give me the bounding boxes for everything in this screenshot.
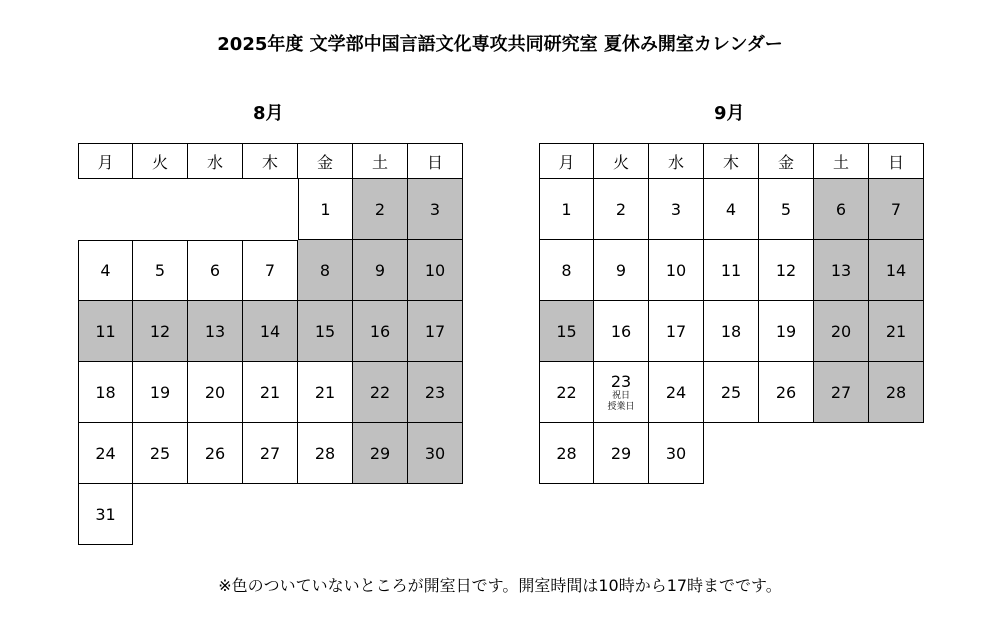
- weekday-header: 土: [353, 143, 408, 179]
- empty-cell: [78, 179, 133, 240]
- day-number: 23: [610, 371, 632, 391]
- day-cell-closed: [408, 301, 463, 362]
- day-number: 24: [95, 443, 116, 463]
- day-number: 5: [780, 199, 792, 219]
- day-number: 30: [665, 443, 687, 463]
- empty-cell: [759, 423, 814, 484]
- day-number: 14: [885, 260, 907, 280]
- day-cell-open: [704, 362, 759, 423]
- day-cell-closed: [408, 179, 463, 240]
- empty-cell: [869, 423, 924, 484]
- day-cell-closed: [353, 362, 408, 423]
- day-cell-closed: [869, 179, 924, 240]
- day-cell-closed: [814, 240, 869, 301]
- empty-cell: [243, 484, 298, 545]
- day-cell-open: [539, 423, 594, 484]
- day-number: 13: [204, 321, 226, 341]
- day-cell-open: [704, 301, 759, 362]
- day-cell-open: [298, 362, 353, 423]
- week-row: [78, 362, 463, 423]
- day-cell-open: [594, 301, 649, 362]
- day-number: 10: [424, 260, 446, 280]
- day-number: 17: [665, 321, 687, 341]
- day-number: 13: [830, 260, 852, 280]
- weekday-header-row: [539, 143, 924, 179]
- day-number: 8: [319, 260, 331, 280]
- calendar-august: [78, 143, 463, 545]
- day-number: 2: [374, 199, 386, 219]
- day-number: 23: [424, 382, 446, 402]
- weekday-header: 金: [759, 143, 814, 179]
- day-cell-open: [539, 179, 594, 240]
- day-cell-open: [78, 484, 133, 545]
- day-cell-open: [243, 240, 298, 301]
- day-cell-closed: [814, 362, 869, 423]
- day-cell-closed: [408, 362, 463, 423]
- day-number: 18: [95, 382, 116, 402]
- day-cell-closed: [869, 362, 924, 423]
- day-cell-open: [649, 301, 704, 362]
- week-row: [539, 362, 924, 423]
- weekday-header: 日: [408, 143, 463, 179]
- week-row: [539, 240, 924, 301]
- week-row: [539, 179, 924, 240]
- day-number: 26: [775, 382, 797, 402]
- day-number: 28: [314, 443, 336, 463]
- day-cell-open: [759, 240, 814, 301]
- day-cell-open: [78, 423, 133, 484]
- day-number: 12: [775, 260, 797, 280]
- week-row: [539, 423, 924, 484]
- week-row: [78, 484, 463, 545]
- day-cell-open: [594, 362, 649, 423]
- day-cell-open: [649, 362, 704, 423]
- day-number: 28: [885, 382, 907, 402]
- empty-cell: [243, 179, 298, 240]
- day-number: 9: [374, 260, 386, 280]
- day-number: 22: [369, 382, 391, 402]
- empty-cell: [133, 484, 188, 545]
- weekday-header: 日: [869, 143, 924, 179]
- day-number: 7: [890, 199, 902, 219]
- day-cell-open: [649, 423, 704, 484]
- day-number: 10: [665, 260, 687, 280]
- day-cell-open: [704, 179, 759, 240]
- day-number: 29: [369, 443, 391, 463]
- day-number: 30: [424, 443, 446, 463]
- day-note: 授業日: [607, 401, 635, 412]
- weekday-header: 木: [704, 143, 759, 179]
- week-row: [78, 179, 463, 240]
- weekday-header: 火: [594, 143, 649, 179]
- day-number: 4: [725, 199, 737, 219]
- day-number: 24: [665, 382, 687, 402]
- day-number: 17: [424, 321, 446, 341]
- day-number: 16: [610, 321, 632, 341]
- day-cell-open: [298, 423, 353, 484]
- day-number: 26: [204, 443, 226, 463]
- day-number: 8: [561, 260, 572, 280]
- day-number: 16: [369, 321, 391, 341]
- day-cell-open: [704, 240, 759, 301]
- day-number: 2: [615, 199, 627, 219]
- weekday-header: 月: [78, 143, 133, 179]
- day-cell-closed: [814, 179, 869, 240]
- day-cell-closed: [298, 240, 353, 301]
- day-cell-closed: [353, 423, 408, 484]
- day-cell-closed: [243, 301, 298, 362]
- page-title: 2025年度 文学部中国言語文化専攻共同研究室 夏休み開室カレンダー: [217, 34, 783, 55]
- day-cell-closed: [353, 240, 408, 301]
- day-number: 5: [154, 261, 166, 280]
- day-number: 6: [209, 261, 221, 280]
- day-number: 25: [149, 443, 171, 463]
- day-number: 14: [259, 321, 281, 341]
- empty-cell: [353, 484, 408, 545]
- day-cell-open: [539, 240, 594, 301]
- day-cell-open: [243, 362, 298, 423]
- day-cell-open: [133, 423, 188, 484]
- day-cell-open: [594, 240, 649, 301]
- day-number: 1: [561, 199, 572, 219]
- day-cell-open: [649, 179, 704, 240]
- empty-cell: [704, 423, 759, 484]
- day-cell-closed: [188, 301, 243, 362]
- day-cell-closed: [814, 301, 869, 362]
- day-cell-closed: [353, 301, 408, 362]
- day-number: 9: [615, 260, 627, 280]
- day-number: 21: [885, 321, 907, 341]
- day-number: 11: [720, 260, 742, 280]
- weekday-header: 火: [133, 143, 188, 179]
- day-cell-open: [594, 423, 649, 484]
- day-number: 21: [314, 382, 336, 402]
- weekday-header: 木: [243, 143, 298, 179]
- day-number: 15: [314, 321, 336, 341]
- day-cell-closed: [408, 240, 463, 301]
- day-cell-closed: [78, 301, 133, 362]
- day-number: 27: [830, 382, 852, 402]
- day-cell-open: [188, 362, 243, 423]
- weekday-header: 水: [188, 143, 243, 179]
- day-cell-open: [133, 362, 188, 423]
- day-cell-closed: [408, 423, 463, 484]
- day-cell-closed: [539, 301, 594, 362]
- week-row: [78, 301, 463, 362]
- day-number: 18: [720, 321, 742, 341]
- empty-cell: [133, 179, 188, 240]
- day-cell-closed: [869, 301, 924, 362]
- week-row: [539, 301, 924, 362]
- day-number: 1: [320, 199, 331, 219]
- day-cell-open: [649, 240, 704, 301]
- empty-cell: [408, 484, 463, 545]
- day-number: 19: [775, 321, 797, 341]
- day-cell-open: [539, 362, 594, 423]
- day-number: 11: [95, 321, 116, 341]
- day-number: 3: [429, 199, 441, 219]
- day-number: 20: [830, 321, 852, 341]
- month-label-august: 8月: [253, 103, 284, 124]
- day-number: 6: [835, 199, 847, 219]
- weekday-header: 水: [649, 143, 704, 179]
- day-cell-closed: [133, 301, 188, 362]
- day-number: 12: [149, 321, 171, 341]
- month-label-september: 9月: [714, 103, 745, 124]
- weekday-header: 土: [814, 143, 869, 179]
- day-cell-closed: [869, 240, 924, 301]
- day-cell-open: [78, 362, 133, 423]
- day-cell-open: [188, 423, 243, 484]
- day-cell-open: [759, 301, 814, 362]
- week-row: [78, 240, 463, 301]
- day-cell-open: [759, 179, 814, 240]
- weekday-header-row: [78, 143, 463, 179]
- day-number: 25: [720, 382, 742, 402]
- day-number: 7: [264, 261, 276, 280]
- day-number: 21: [259, 382, 281, 402]
- day-number: 29: [610, 443, 632, 463]
- day-cell-open: [188, 240, 243, 301]
- calendar-september: [539, 143, 924, 484]
- footer-note: ※色のついていないところが開室日です。開室時間は10時から17時までです。: [218, 576, 782, 595]
- day-number: 4: [100, 261, 111, 280]
- day-number: 22: [556, 382, 577, 402]
- day-number: 28: [556, 443, 577, 463]
- day-number: 19: [149, 382, 171, 402]
- day-cell-closed: [353, 179, 408, 240]
- day-note: 祝日: [611, 390, 630, 401]
- day-cell-open: [243, 423, 298, 484]
- day-number: 31: [95, 504, 116, 524]
- weekday-header: 金: [298, 143, 353, 179]
- empty-cell: [814, 423, 869, 484]
- day-cell-open: [133, 240, 188, 301]
- day-cell-open: [78, 240, 133, 301]
- empty-cell: [188, 484, 243, 545]
- day-cell-closed: [298, 301, 353, 362]
- day-cell-open: [594, 179, 649, 240]
- day-cell-open: [759, 362, 814, 423]
- day-number: 20: [204, 382, 226, 402]
- day-number: 27: [259, 443, 281, 463]
- day-number: 3: [670, 199, 682, 219]
- empty-cell: [298, 484, 353, 545]
- day-number: 15: [556, 321, 577, 341]
- weekday-header: 月: [539, 143, 594, 179]
- empty-cell: [188, 179, 243, 240]
- day-cell-open: [298, 179, 353, 240]
- week-row: [78, 423, 463, 484]
